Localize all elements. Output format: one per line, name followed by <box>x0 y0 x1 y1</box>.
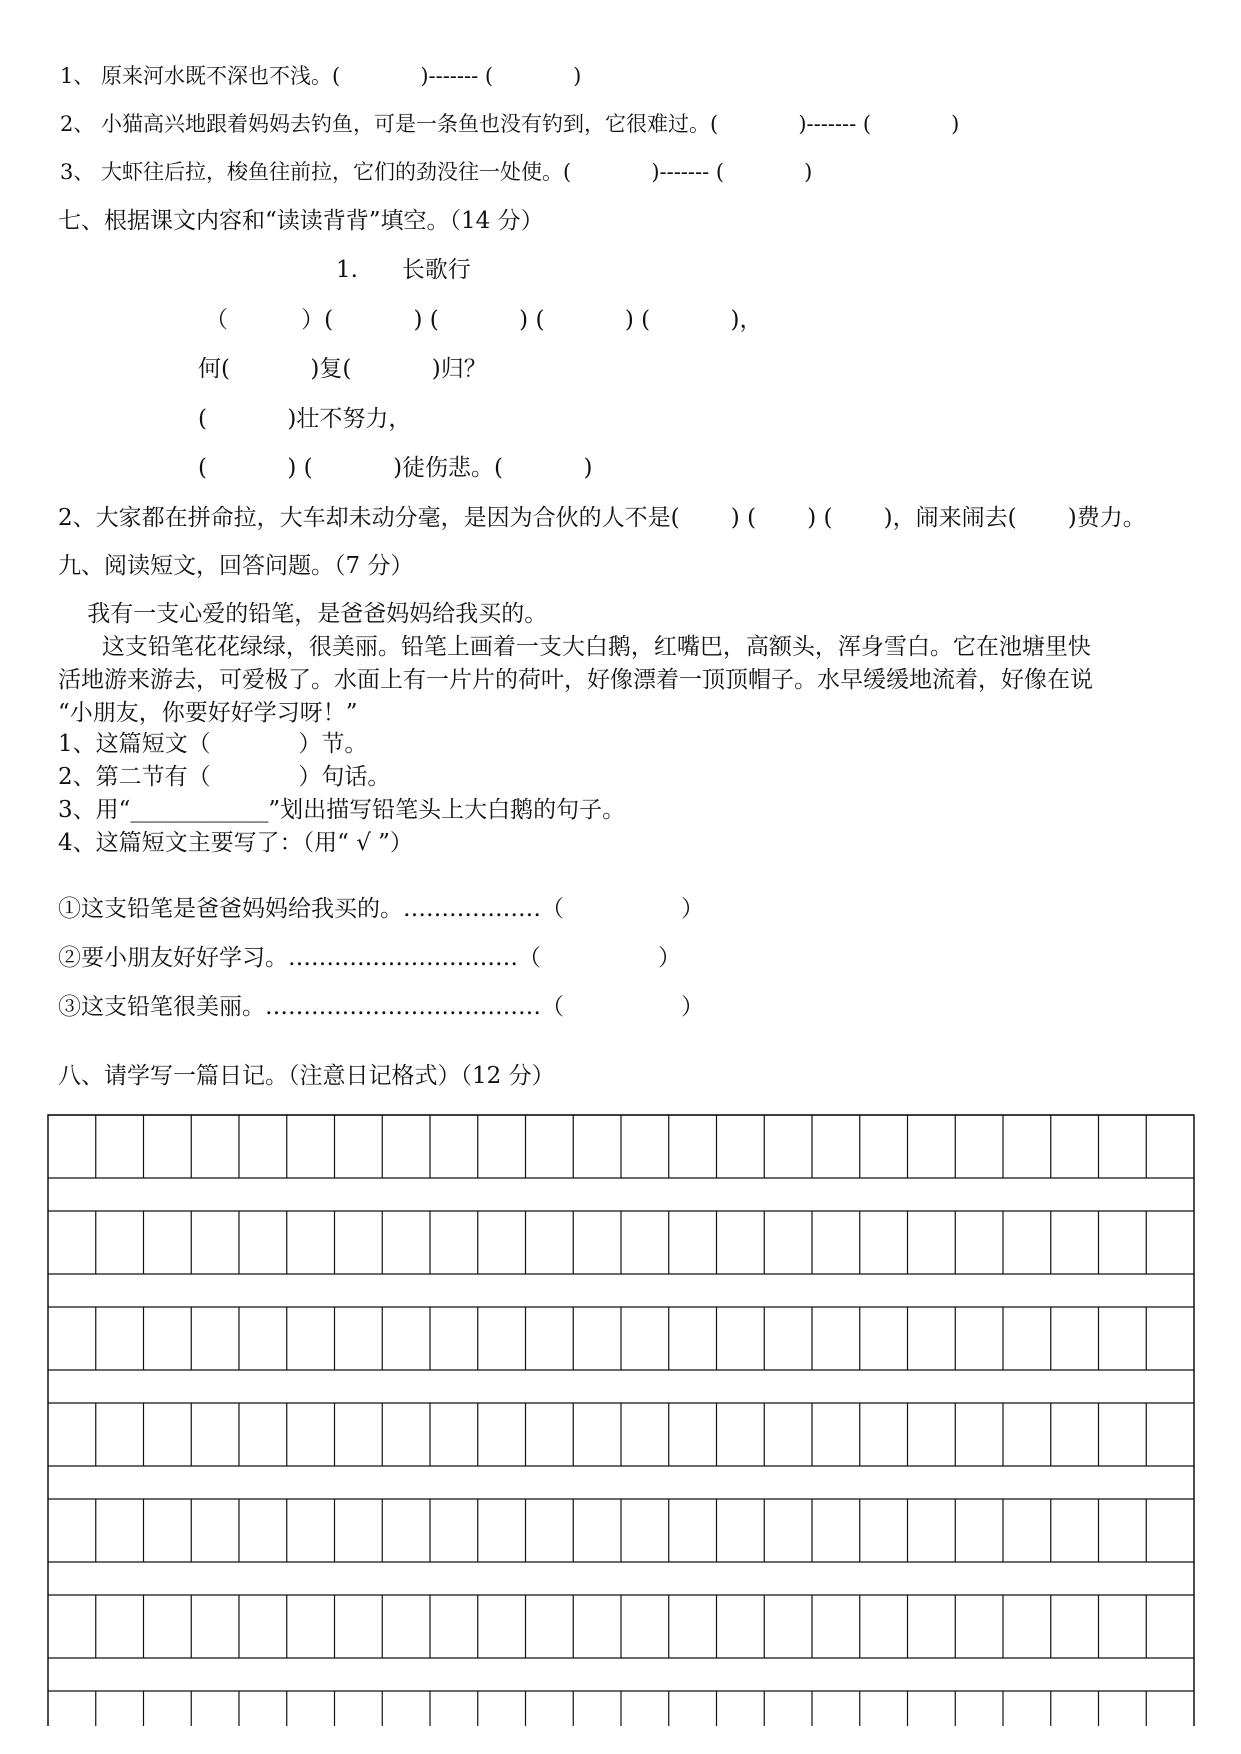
poem-line-4: ( ) ( )徒伤悲。( ) <box>198 455 593 481</box>
question-3: 3、用“____________”划出描写铅笔头上大白鹅的句子。 <box>58 797 626 823</box>
section7-item-2: 2、大家都在拼命拉，大车却未动分毫，是因为合伙的人不是( ) ( ) ( )，闹来闹去( )费力。 <box>58 505 1146 531</box>
question-2: 2、第二节有（ ）句话。 <box>58 764 391 790</box>
grid-row <box>48 1211 1194 1274</box>
passage-line-3: 活地游来游去，可爱极了。水面上有一片片的荷叶，好像漂着一顶顶帽子。水早缓缓地流着，好像在说 <box>58 667 1093 693</box>
grid-row <box>48 1499 1194 1562</box>
grid-row <box>48 1595 1194 1658</box>
section7-heading: 七、根据课文内容和“读读背背”填空。（14 分） <box>58 208 544 234</box>
poem-line-3: ( )壮不努力， <box>198 406 412 432</box>
section9-heading: 九、阅读短文，回答问题。（7 分） <box>58 553 414 579</box>
poem-title: 1. 长歌行 <box>336 257 471 283</box>
grid-row <box>48 1115 1194 1178</box>
grid-row <box>48 1307 1194 1370</box>
choice-1: ①这支铅笔是爸爸妈妈给我买的。………………（ ） <box>58 896 704 922</box>
diary-writing-grid <box>47 1114 1195 1726</box>
part6-item-1: 1、 原来河水既不深也不浅。( )------- ( ) <box>60 64 582 88</box>
part6-item-3: 3、 大虾往后拉，梭鱼往前拉，它们的劲没往一处使。( )------- ( ) <box>60 160 813 184</box>
passage-line-4: “小朋友，你要好好学习呀！” <box>58 700 358 726</box>
question-4: 4、这篇短文主要写了：（用“ √ ”） <box>58 830 413 856</box>
passage-line-1: 我有一支心爱的铅笔，是爸爸妈妈给我买的。 <box>58 601 548 627</box>
poem-line-1: （ ）( ) ( ) ( ) ( )， <box>205 307 763 333</box>
poem-line-2: 何( )复( )归？ <box>198 356 487 382</box>
choice-3: ③这支铅笔很美丽。………………………………（ ） <box>58 994 704 1020</box>
passage-line-2: 这支铅笔花花绿绿，很美丽。铅笔上画着一支大白鹅，红嘴巴，高额头，浑身雪白。它在池塘里快 <box>58 634 1091 660</box>
choice-2: ②要小朋友好好学习。…………………………（ ） <box>58 945 681 971</box>
grid-row <box>48 1691 1194 1726</box>
question-1: 1、这篇短文（ ）节。 <box>58 731 368 757</box>
grid-row <box>48 1403 1194 1466</box>
section8-heading: 八、请学写一篇日记。（注意日记格式）（12 分） <box>58 1063 555 1089</box>
part6-item-2: 2、 小猫高兴地跟着妈妈去钓鱼，可是一条鱼也没有钓到，它很难过。( )------- ( ) <box>60 112 960 136</box>
